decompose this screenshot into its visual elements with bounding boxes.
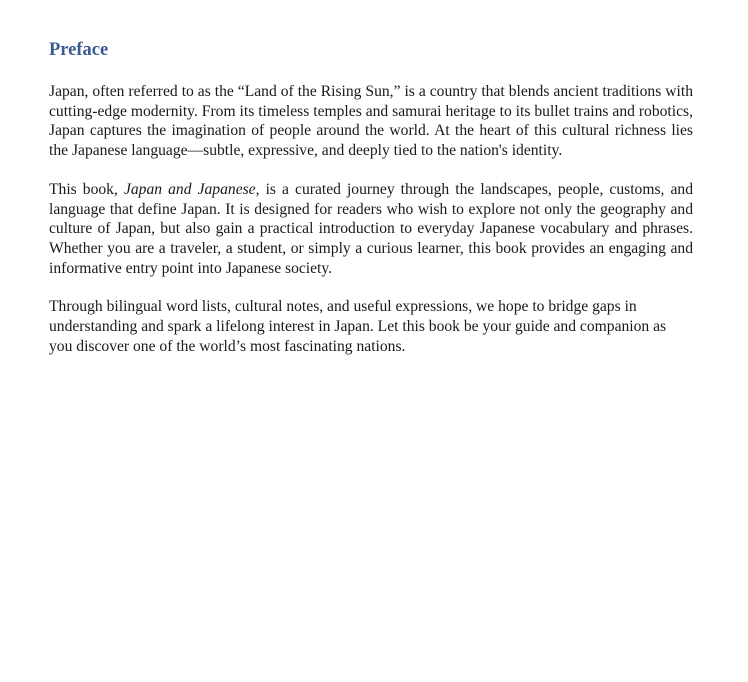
paragraph-1-text: Japan, often referred to as the “Land of the Rising Sun,” is a country that blends ancient traditions with cutting-edge modernity. From its timeless temples and samurai heritage to its bullet trains and robotics, Japan captures the imagination of people around the world. At the heart of this cultural richness lies the Japanese language—subtle, expressive, and deeply tied to the nation's identity.: [49, 83, 693, 160]
paragraph-3-text: Through bilingual word lists, cultural notes, and useful expressions, we hope to bridge gaps in understanding and spark a lifelong interest in Japan. Let this book be your guide and companion as you discover one of the world’s most fascinating nations.: [49, 298, 667, 355]
document-page: [49, 38, 693, 375]
paragraph-2: [49, 180, 693, 279]
preface-heading: Preface: [49, 40, 109, 60]
paragraph-1: [49, 82, 693, 161]
paragraph-2-text-b: , is a curated journey through the landscapes, people, customs, and language that define Japan. It is designed for readers who wish to explore not only the geography and culture of Japan, but also gain a practical introduction to everyday Japanese vocabulary and phrases. Whether you are a traveler, a student, or simply a curious learner, this book provides an engaging and informative entry point into Japanese society.: [49, 180, 694, 277]
book-title-italic: Japan and Japanese: [123, 180, 256, 198]
paragraph-3: [49, 297, 693, 356]
paragraph-2-text-a: This book,: [49, 180, 124, 198]
